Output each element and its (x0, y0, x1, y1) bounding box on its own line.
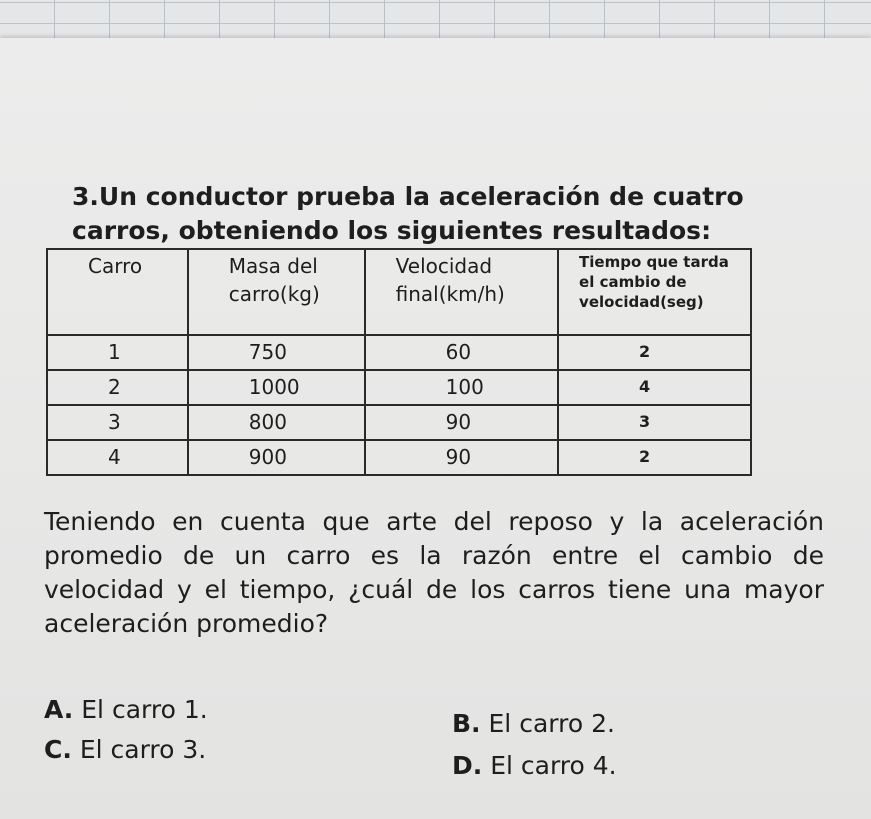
cell-tiempo: 2 (558, 335, 751, 370)
cell-carro: 2 (47, 370, 188, 405)
question-title-line-1: 3.Un conductor prueba la aceleración de cuatro (72, 182, 744, 211)
question-body: Teniendo en cuenta que arte del reposo y la aceleración promedio de un carro es la razón entre el cambio de velocidad y el tiempo, ¿cuál de los carros tiene una mayor aceleración promedio? (44, 507, 824, 638)
option-letter: B. (452, 709, 481, 738)
table-row (47, 370, 751, 405)
header-carro: Carro (47, 249, 188, 335)
option-d[interactable] (452, 751, 617, 780)
option-text: El carro 4. (490, 751, 617, 780)
table-header-row (47, 249, 751, 335)
option-c[interactable] (44, 735, 206, 764)
question-title-line-2: carros, obteniendo los siguientes resultados: (72, 216, 712, 245)
option-b[interactable] (452, 709, 615, 738)
header-masa: Masa del carro(kg) (188, 249, 365, 335)
cell-tiempo: 2 (558, 440, 751, 475)
option-letter: D. (452, 751, 483, 780)
cell-carro: 1 (47, 335, 188, 370)
header-velocidad: Velocidad final(km/h) (365, 249, 558, 335)
cell-carro: 4 (47, 440, 188, 475)
results-table (46, 248, 752, 476)
cell-velocidad: 90 (365, 440, 558, 475)
cell-velocidad: 90 (365, 405, 558, 440)
option-a[interactable] (44, 695, 208, 724)
cell-carro: 3 (47, 405, 188, 440)
cell-velocidad: 60 (365, 335, 558, 370)
option-letter: C. (44, 735, 72, 764)
cell-masa: 900 (188, 440, 365, 475)
question-title (72, 180, 832, 248)
table-row (47, 405, 751, 440)
cell-masa: 750 (188, 335, 365, 370)
table-row (47, 440, 751, 475)
cell-masa: 800 (188, 405, 365, 440)
cell-tiempo: 3 (558, 405, 751, 440)
option-text: El carro 1. (81, 695, 208, 724)
answer-options (44, 695, 744, 795)
header-tiempo: Tiempo que tarda el cambio de velocidad(seg) (558, 249, 751, 335)
table-row (47, 335, 751, 370)
option-letter: A. (44, 695, 74, 724)
option-text: El carro 2. (488, 709, 615, 738)
cell-tiempo: 4 (558, 370, 751, 405)
cell-masa: 1000 (188, 370, 365, 405)
option-text: El carro 3. (79, 735, 207, 764)
cell-velocidad: 100 (365, 370, 558, 405)
